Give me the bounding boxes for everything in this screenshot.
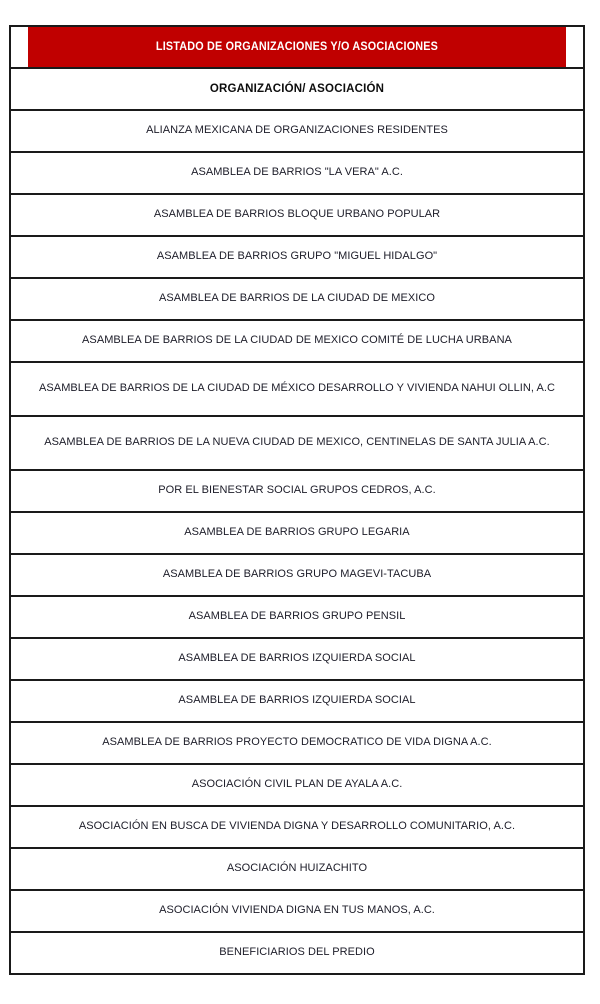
organizations-table-container — [9, 25, 585, 975]
organization-name-text: ASAMBLEA DE BARRIOS DE LA NUEVA CIUDAD DE MEXICO, CENTINELAS DE SANTA JULIA A.C. — [44, 436, 550, 449]
table-row — [10, 512, 584, 554]
organization-name-cell — [10, 848, 584, 890]
organization-name-text: ASAMBLEA DE BARRIOS DE LA CIUDAD DE MEXICO COMITÉ DE LUCHA URBANA — [82, 334, 512, 347]
table-row — [10, 416, 584, 470]
organization-name-text: ASAMBLEA DE BARRIOS DE LA CIUDAD DE MÉXICO DESARROLLO Y VIVIENDA NAHUI OLLIN, A.C — [39, 382, 555, 395]
table-row — [10, 848, 584, 890]
table-row — [10, 890, 584, 932]
table-row — [10, 554, 584, 596]
organization-name-cell — [10, 932, 584, 974]
organization-name-text: ASOCIACIÓN CIVIL PLAN DE AYALA A.C. — [191, 778, 403, 791]
table-row — [10, 236, 584, 278]
table-row — [10, 362, 584, 416]
table-title-banner: LISTADO DE ORGANIZACIONES Y/O ASOCIACIONES — [27, 26, 567, 68]
organization-name-text: ASAMBLEA DE BARRIOS PROYECTO DEMOCRATICO DE VIDA DIGNA A.C. — [102, 736, 492, 749]
organization-name-text: ASAMBLEA DE BARRIOS BLOQUE URBANO POPULAR — [153, 208, 441, 221]
organization-name-cell — [10, 806, 584, 848]
table-row — [10, 764, 584, 806]
organization-name-text: ASAMBLEA DE BARRIOS IZQUIERDA SOCIAL — [178, 652, 416, 665]
organization-name-cell — [10, 362, 584, 416]
organization-name-cell — [10, 236, 584, 278]
table-body — [10, 26, 584, 110]
table-row — [10, 152, 584, 194]
organization-name-text: ASAMBLEA DE BARRIOS "LA VERA" A.C. — [191, 166, 403, 179]
organization-name-text: ASOCIACIÓN VIVIENDA DIGNA EN TUS MANOS, A.C. — [159, 904, 435, 917]
organization-name-text: ASAMBLEA DE BARRIOS GRUPO LEGARIA — [184, 526, 410, 539]
organization-name-cell — [10, 764, 584, 806]
table-row — [10, 638, 584, 680]
table-column-header-row — [10, 68, 584, 110]
column-header-organizacion-asociacion: ORGANIZACIÓN/ ASOCIACIÓN — [10, 68, 584, 110]
organization-name-cell — [10, 278, 584, 320]
organization-name-cell — [10, 470, 584, 512]
organization-name-cell — [10, 416, 584, 470]
organization-name-cell — [10, 638, 584, 680]
organization-name-text: ASAMBLEA DE BARRIOS GRUPO "MIGUEL HIDALGO" — [156, 250, 438, 263]
organization-name-cell — [10, 596, 584, 638]
organization-name-cell — [10, 512, 584, 554]
organization-name-text: ASOCIACIÓN EN BUSCA DE VIVIENDA DIGNA Y DESARROLLO COMUNITARIO, A.C. — [78, 820, 516, 833]
table-row — [10, 110, 584, 152]
organization-name-cell — [10, 110, 584, 152]
organization-name-cell — [10, 890, 584, 932]
organization-name-text: ASOCIACIÓN HUIZACHITO — [226, 862, 368, 875]
table-row — [10, 278, 584, 320]
organization-name-cell — [10, 722, 584, 764]
table-title-row — [10, 26, 584, 68]
organization-name-cell — [10, 680, 584, 722]
table-row — [10, 596, 584, 638]
organization-name-text: POR EL BIENESTAR SOCIAL GRUPOS CEDROS, A.C. — [158, 484, 436, 497]
table-row — [10, 470, 584, 512]
organization-name-text: ASAMBLEA DE BARRIOS GRUPO PENSIL — [188, 610, 406, 623]
organization-name-cell — [10, 194, 584, 236]
organization-name-text: BENEFICIARIOS DEL PREDIO — [219, 946, 375, 959]
table-row — [10, 932, 584, 974]
organization-name-cell — [10, 320, 584, 362]
table-data-rows — [10, 110, 584, 974]
organization-name-cell — [10, 152, 584, 194]
organization-name-text: ASAMBLEA DE BARRIOS GRUPO MAGEVI-TACUBA — [162, 568, 432, 581]
table-row — [10, 806, 584, 848]
table-row — [10, 194, 584, 236]
organization-name-cell — [10, 554, 584, 596]
organization-name-text: ASAMBLEA DE BARRIOS IZQUIERDA SOCIAL — [178, 694, 416, 707]
organizations-table — [9, 25, 585, 975]
table-row — [10, 320, 584, 362]
table-row — [10, 680, 584, 722]
organization-name-text: ALIANZA MEXICANA DE ORGANIZACIONES RESIDENTES — [146, 124, 448, 137]
table-row — [10, 722, 584, 764]
organization-name-text: ASAMBLEA DE BARRIOS DE LA CIUDAD DE MEXICO — [159, 292, 435, 305]
